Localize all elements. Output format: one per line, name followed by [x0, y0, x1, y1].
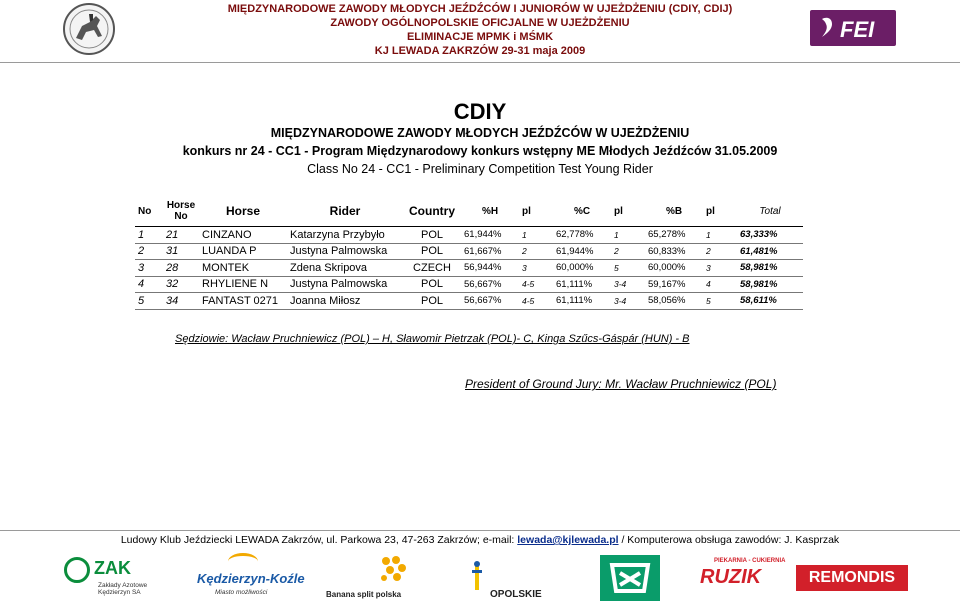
cell-country: POL	[403, 243, 461, 260]
table-row	[135, 260, 803, 277]
cell-pl-c: 3-4	[611, 276, 645, 293]
col-horse-no: Horse No	[163, 196, 199, 227]
page-title: CDIY	[453, 99, 507, 124]
col-pl-c: pl	[611, 196, 645, 227]
header-lines	[200, 2, 760, 58]
cell-pl-b: 4	[703, 276, 737, 293]
cell-pl-h: 4-5	[519, 276, 553, 293]
green-sponsor-logo	[600, 555, 660, 601]
opolskie-emblem-icon	[470, 560, 484, 594]
cell-pl-c: 5	[611, 260, 645, 277]
cell-pl-c: 1	[611, 227, 645, 244]
cell-country: POL	[403, 276, 461, 293]
header-line-4: KJ LEWADA ZAKRZÓW 29-31 maja 2009	[374, 45, 586, 57]
table-row	[135, 243, 803, 260]
table-row	[135, 227, 803, 244]
email-link[interactable]: lewada@kjlewada.pl	[517, 534, 619, 546]
judges-line: Sędziowie: Wacław Pruchniewicz (POL) – H, Sławomir Pietrzak (POL)- C, Kinga Szűcs-Gáspár (HUN) - B	[175, 333, 690, 345]
col-c: %C	[553, 196, 611, 227]
cell-h: 56,944%	[461, 260, 519, 277]
cell-pl-b: 1	[703, 227, 737, 244]
cell-c: 61,944%	[553, 243, 611, 260]
cell-no: 4	[135, 276, 163, 293]
ruzik-logo-text: RUZIK	[700, 566, 762, 588]
results-table	[135, 196, 803, 310]
header-divider	[0, 62, 960, 63]
cell-b: 65,278%	[645, 227, 703, 244]
cell-total: 58,611%	[737, 293, 803, 310]
banana-split-logo-text: Banana split polska	[326, 590, 402, 599]
cell-horse-no: 34	[163, 293, 199, 310]
cell-c: 61,111%	[553, 276, 611, 293]
col-horse: Horse	[199, 196, 287, 227]
table-row	[135, 293, 803, 310]
kedzierzyn-logo-text: Kędzierzyn-Koźle	[197, 571, 305, 586]
kedzierzyn-logo-subtitle: Miasto możliwości	[215, 589, 268, 596]
cell-no: 3	[135, 260, 163, 277]
cell-b: 58,056%	[645, 293, 703, 310]
cell-pl-b: 3	[703, 260, 737, 277]
footer-credit: / Komputerowa obsługa zawodów: J. Kasprzak	[618, 534, 840, 546]
cell-horse: FANTAST 0271	[199, 293, 287, 310]
cell-h: 61,667%	[461, 243, 519, 260]
col-total: Total	[737, 196, 803, 227]
cell-h: 56,667%	[461, 276, 519, 293]
horse-rider-emblem-icon	[62, 2, 116, 56]
zak-logo-text: ZAK	[94, 558, 131, 578]
col-pl-h: pl	[519, 196, 553, 227]
cell-horse: LUANDA P	[199, 243, 287, 260]
cell-total: 58,981%	[737, 260, 803, 277]
cell-horse: CINZANO	[199, 227, 287, 244]
footer-address: Ludowy Klub Jeździecki LEWADA Zakrzów, ul. Parkowa 23, 47-263 Zakrzów; e-mail:	[120, 534, 518, 546]
competition-title: MIĘDZYNARODOWE ZAWODY MŁODYCH JEŹDŹCÓW W UJEŻDŻENIU	[270, 126, 690, 140]
footer-text	[0, 534, 960, 546]
cell-horse: MONTEK	[199, 260, 287, 277]
class-polish: konkurs nr 24 - CC1 - Program Międzynarodowy konkurs wstępny ME Młodych Jeźdźców 31.05.2009	[182, 144, 778, 158]
cell-no: 2	[135, 243, 163, 260]
header-line-2: ZAWODY OGÓLNOPOLSKIE OFICJALNE W UJEŻDŻENIU	[330, 17, 630, 29]
fei-logo	[810, 10, 896, 46]
cell-pl-h: 3	[519, 260, 553, 277]
cell-pl-h: 4-5	[519, 293, 553, 310]
cell-pl-h: 1	[519, 227, 553, 244]
cell-total: 63,333%	[737, 227, 803, 244]
cell-b: 60,833%	[645, 243, 703, 260]
col-pl-b: pl	[703, 196, 737, 227]
cell-country: POL	[403, 293, 461, 310]
cell-rider: Zdena Skripova	[287, 260, 403, 277]
table-row	[135, 276, 803, 293]
col-b: %B	[645, 196, 703, 227]
cell-country: CZECH	[403, 260, 461, 277]
cell-horse-no: 32	[163, 276, 199, 293]
zak-logo-icon	[64, 557, 90, 583]
col-no: No	[135, 196, 163, 227]
cell-no: 5	[135, 293, 163, 310]
cell-total: 61,481%	[737, 243, 803, 260]
header-line-1: MIĘDZYNARODOWE ZAWODY MŁODYCH JEŹDŹCÓW I JUNIORÓW W UJEŻDŻENIU (CDIY, CDIJ)	[227, 3, 733, 15]
banana-split-dots-icon	[378, 555, 408, 585]
opolskie-logo-text: OPOLSKIE	[490, 589, 542, 600]
cell-pl-c: 3-4	[611, 293, 645, 310]
ruzik-logo-subtitle: PIEKARNIA - CUKIERNIA	[714, 558, 786, 564]
cell-rider: Justyna Palmowska	[287, 243, 403, 260]
cell-horse-no: 21	[163, 227, 199, 244]
cell-rider: Joanna Miłosz	[287, 293, 403, 310]
col-country: Country	[403, 196, 461, 227]
cell-country: POL	[403, 227, 461, 244]
cell-pl-b: 5	[703, 293, 737, 310]
cell-c: 60,000%	[553, 260, 611, 277]
table-header-row	[135, 196, 803, 227]
cell-pl-b: 2	[703, 243, 737, 260]
president-line: President of Ground Jury: Mr. Wacław Pruchniewicz (POL)	[465, 377, 777, 391]
cell-rider: Justyna Palmowska	[287, 276, 403, 293]
cell-horse: RHYLIENE N	[199, 276, 287, 293]
class-english: Class No 24 - CC1 - Preliminary Competition Test Young Rider	[307, 162, 653, 176]
cell-c: 62,778%	[553, 227, 611, 244]
cell-no: 1	[135, 227, 163, 244]
cell-c: 61,111%	[553, 293, 611, 310]
cell-h: 56,667%	[461, 293, 519, 310]
kedzierzyn-arc-icon	[228, 553, 258, 570]
footer-divider	[0, 530, 960, 531]
cell-b: 59,167%	[645, 276, 703, 293]
cell-b: 60,000%	[645, 260, 703, 277]
fei-logo-text: FEI	[840, 17, 875, 42]
cell-pl-c: 2	[611, 243, 645, 260]
cell-horse-no: 28	[163, 260, 199, 277]
cell-h: 61,944%	[461, 227, 519, 244]
col-h: %H	[461, 196, 519, 227]
remondis-logo: REMONDIS	[796, 565, 908, 591]
cell-rider: Katarzyna Przybyło	[287, 227, 403, 244]
cell-horse-no: 31	[163, 243, 199, 260]
cell-pl-h: 2	[519, 243, 553, 260]
cell-total: 58,981%	[737, 276, 803, 293]
zak-logo-subtitle: Zakłady Azotowe Kędzierzyn SA	[98, 582, 148, 596]
col-rider: Rider	[287, 196, 403, 227]
header-line-3: ELIMINACJE MPMK i MŚMK	[406, 31, 554, 43]
